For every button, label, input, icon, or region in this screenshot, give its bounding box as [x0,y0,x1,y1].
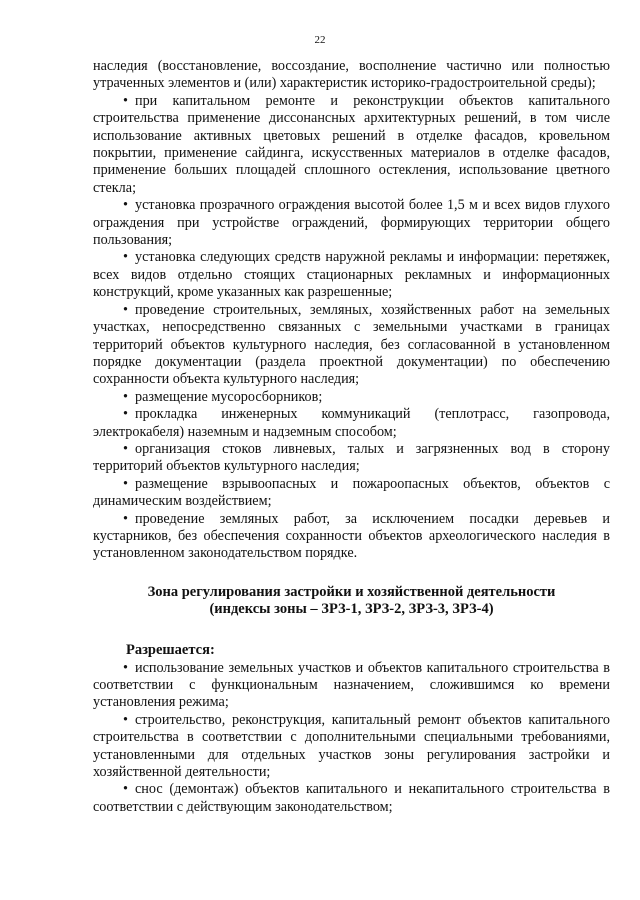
list-item-text: проведение строительных, земляных, хозяйственных работ на земельных участках, непосредственно связанных с земельными участками в границах территорий объектов культурного наследия, без согласованной в установленном порядке документации (раздела проектной документации) по обеспечению сохранности объекта культурного наследия; [93,301,610,388]
bullet-icon: • [123,510,128,527]
list-item-text: использование земельных участков и объектов капитального строительства в соответствии с функциональным назначением, сложившимся ко времени установления режима; [93,659,610,711]
list-item [93,249,610,301]
list-item-text: организация стоков ливневых, талых и загрязненных вод в сторону территорий объектов культурного наследия; [93,440,610,475]
bullet-icon: • [123,197,128,214]
bullet-icon: • [123,388,128,405]
zone-heading [93,584,610,619]
bullet-icon: • [123,475,128,492]
list-item-text: установка прозрачного ограждения высотой более 1,5 м и всех видов глухого ограждения при устройстве ограждений, формирующих территории общего пользования; [93,197,610,249]
bullet-icon: • [123,781,128,798]
bullet-icon: • [123,301,128,318]
list-item-text: прокладка инженерных коммуникаций (теплотрасс, газопровода, электрокабеля) наземным и надземным способом; [93,406,610,440]
bullet-icon: • [123,406,128,423]
prohibited-list [93,93,610,563]
list-item-text: размещение мусоросборников; [135,388,323,405]
bullet-icon: • [123,711,128,728]
list-item-text: проведение земляных работ, за исключением посадки деревьев и кустарников, без обеспечения сохранности объектов археологического наследия в установленном законодательством порядке. [93,510,610,562]
zone-heading-line2: (индексы зоны – ЗРЗ-1, ЗРЗ-2, ЗРЗ-3, ЗРЗ-4) [209,601,494,618]
list-item-text: снос (демонтаж) объектов капитального и некапитального строительства в соответствии с действующим законодательством; [93,781,610,815]
allowed-heading: Разрешается: [126,641,215,658]
page-content [93,58,610,816]
list-item [93,712,610,782]
list-item [93,660,610,712]
bullet-icon: • [123,249,128,266]
list-item [93,441,610,476]
list-item-text: при капитальном ремонте и реконструкции объектов капитального строительства применение диссонансных архитектурных решений, в том числе использование активных цветовых решений в отделке фасадов, кровельном покрытии, применение сайдинга, искусственных материалов в отделке фасадов, применение больших площадей сплошного остекления, использование цветного стекла; [93,92,610,196]
page-number: 22 [314,34,326,46]
list-item [93,476,610,511]
list-item-text: размещение взрывоопасных и пожароопасных объектов, объектов с динамическим воздействием; [93,475,610,510]
allowed-list [93,660,610,817]
bullet-icon: • [123,440,128,457]
bullet-icon: • [123,659,128,676]
bullet-icon: • [123,92,128,109]
list-item [93,93,610,197]
list-item [93,197,610,249]
list-item [93,406,610,441]
list-item [93,781,610,816]
list-item-text: строительство, реконструкция, капитальный ремонт объектов капитального строительства в соответствии с дополнительными специальными требованиями, установленными для отдельных участков зоны регулирования застройки и хозяйственной деятельности; [93,711,610,780]
list-item [93,302,610,389]
zone-heading-line1: Зона регулирования застройки и хозяйственной деятельности [147,583,556,600]
list-item [93,511,610,563]
list-item [93,389,610,406]
intro-paragraph: наследия (восстановление, воссоздание, восполнение частично или полностью утраченных элементов и (или) характеристик историко-градостроительной среды); [93,58,610,92]
list-item-text: установка следующих средств наружной рекламы и информации: перетяжек, всех видов отдельно стоящих стационарных рекламных и информационных конструкций, кроме указанных как разрешенные; [93,249,610,301]
